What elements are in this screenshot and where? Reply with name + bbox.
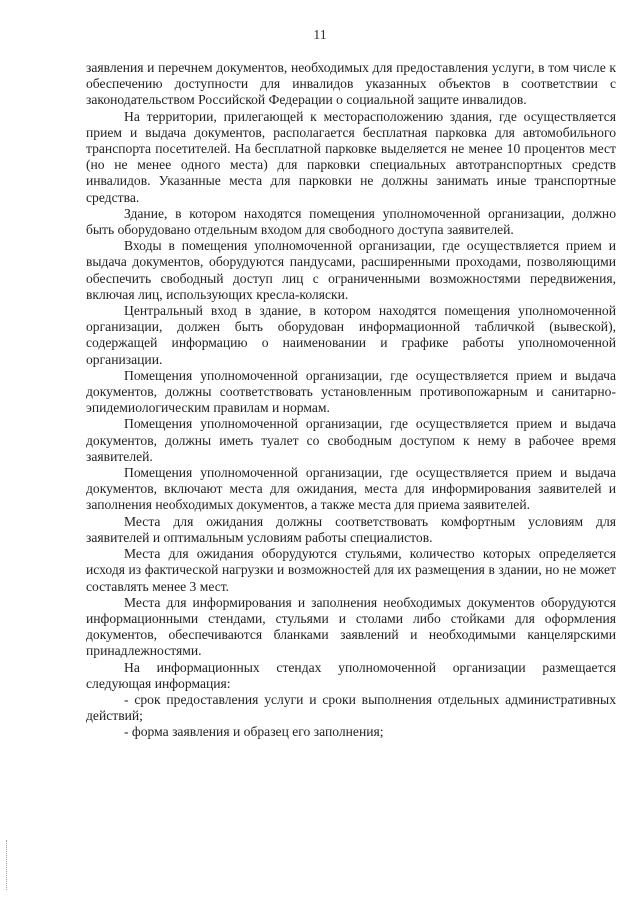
paragraph-2: На территории, прилегающей к месторасположению здания, где осуществляется прием и выдача документов, располагается бесплатная парковка для автомобильного транспорта посетителей. На бесплатной парковке выделяется не менее 10 процентов мест (но не менее одного места) для парковки специальных автотранспортных средств инвалидов. Указанные места для парковки не должны занимать иные транспортные средства. bbox=[86, 108, 616, 205]
list-item-form: - форма заявления и образец его заполнения; bbox=[124, 724, 384, 740]
list-item-deadline: - срок предоставления услуги и сроки выполнения отдельных административных действий; bbox=[86, 691, 616, 724]
paragraph-10: Места для ожидания оборудуются стульями, количество которых определяется исходя из фактической нагрузки и возможностей для их размещения в здании, но не может составлять менее 3 мест. bbox=[86, 546, 616, 594]
paragraph-3: Здание, в котором находятся помещения уполномоченной организации, должно быть оборудовано отдельным входом для свободного доступа заявителей. bbox=[86, 205, 616, 238]
paragraph-9: Места для ожидания должны соответствовать комфортным условиям для заявителей и оптимальным условиям работы специалистов. bbox=[86, 513, 616, 545]
paragraph-7: Помещения уполномоченной организации, где осуществляется прием и выдача документов, должны иметь туалет со свободным доступом к нему в рабочее время заявителей. bbox=[86, 416, 616, 464]
paragraph-11: Места для информирования и заполнения необходимых документов оборудуются информационными стендами, стульями и столами либо стойками для оформления документов, обеспечиваются бланками заявлений и необходимыми канцелярскими принадлежностями. bbox=[86, 594, 616, 659]
paragraph-6: Помещения уполномоченной организации, где осуществляется прием и выдача документов, должны соответствовать установленным противопожарным и санитарно-эпидемиологическим правилам и нормам. bbox=[86, 367, 616, 416]
scan-margin-marks bbox=[6, 840, 9, 890]
paragraph-12: На информационных стендах уполномоченной организации размещается следующая информация: bbox=[86, 659, 616, 691]
paragraph-5: Центральный вход в здание, в котором находятся помещения уполномоченной организации, должен быть оборудован информационной табличкой (вывеской), содержащей информацию о наименовании и графике работы уполномоченной организации. bbox=[86, 303, 616, 367]
paragraph-8: Помещения уполномоченной организации, где осуществляется прием и выдача документов, включают места для ожидания, места для информирования заявителей и заполнения необходимых документов, а также места для приема заявителей. bbox=[86, 465, 616, 513]
page-number: 11 bbox=[313, 28, 327, 43]
paragraph-4: Входы в помещения уполномоченной организации, где осуществляется прием и выдача документов, оборудуются пандусами, расширенными проходами, позволяющими обеспечить свободный доступ лиц с ограниченными возможностями передвижения, включая лиц, использующих кресла-коляски. bbox=[86, 238, 616, 302]
paragraph-1: заявления и перечнем документов, необходимых для предоставления услуги, в том числе к обеспечению доступности для инвалидов указанных объектов в соответствии с законодательством Российской Федерации о социальной защите инвалидов. bbox=[86, 60, 616, 108]
document-body bbox=[86, 60, 616, 741]
